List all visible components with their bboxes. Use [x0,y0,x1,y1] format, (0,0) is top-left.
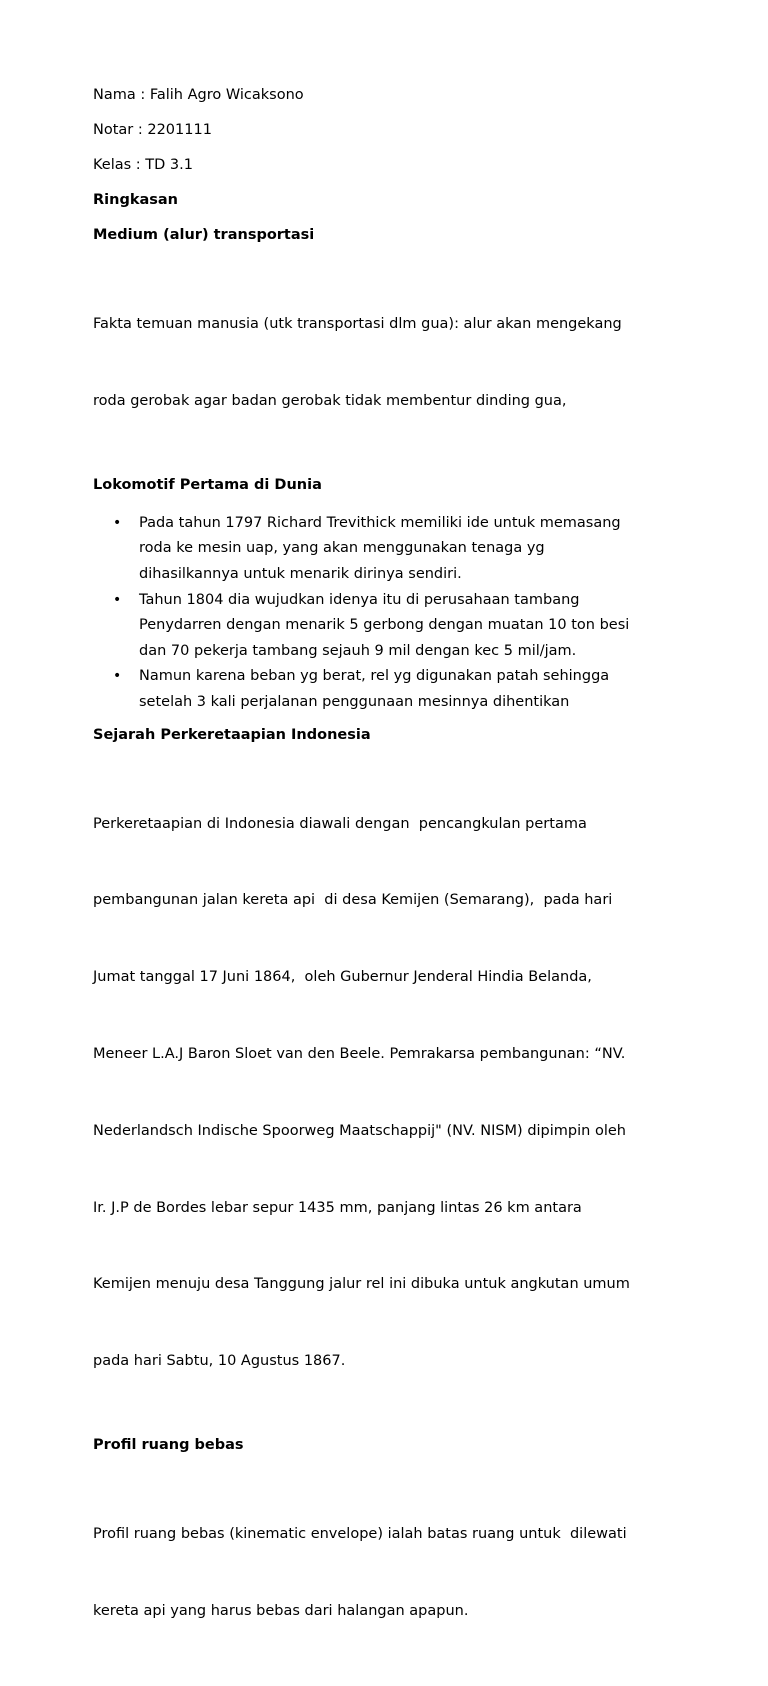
student-notar: Notar : 2201111 [93,122,212,138]
bullet-line: Tahun 1804 dia wujudkan idenya itu di perusahaan tambang [139,591,580,608]
paragraph-line: Perkeretaapian di Indonesia diawali dengan pencangkulan pertama [93,815,587,832]
bullet-line: dihasilkannya untuk menarik dirinya sendiri. [139,565,462,582]
paragraph-line: Ir. J.P de Bordes lebar sepur 1435 mm, panjang lintas 26 km antara [93,1199,582,1216]
bullet-line: Pada tahun 1797 Richard Trevithick memiliki ide untuk memasang [139,514,621,531]
sejarah-heading: Sejarah Perkeretaapian Indonesia [93,726,371,743]
paragraph-line: Kemijen menuju desa Tanggung jalur rel ini dibuka untuk angkutan umum [93,1276,630,1293]
bullet-line: roda ke mesin uap, yang akan menggunakan tenaga yg [139,540,545,557]
ringkasan-title: Ringkasan [93,192,179,208]
document-page [93,86,683,1686]
bullet-line: Namun karena beban yg berat, rel yg digunakan patah sehingga [139,668,610,685]
paragraph-line: kereta api yang harus bebas dari halangan apapun. [93,1602,469,1619]
profil-heading: Profil ruang bebas [93,1436,244,1453]
paragraph-line: Profil ruang bebas (kinematic envelope) ialah batas ruang untuk dilewati [93,1526,627,1543]
student-name: Nama : Falih Agro Wicaksono [93,87,304,103]
paragraph-line: Jumat tanggal 17 Juni 1864, oleh Gubernur Jenderal Hindia Belanda, [93,969,592,986]
bullet-icon: • [113,668,122,685]
lokomotif-heading: Lokomotif Pertama di Dunia [93,476,322,493]
sejarah-paragraph [93,761,683,1426]
bullet-item [93,664,683,715]
bullet-line: setelah 3 kali perjalanan penggunaan mesinnya dihentikan [139,693,570,710]
bullet-line: Penydarren dengan menarik 5 gerbong dengan muatan 10 ton besi [139,617,630,634]
bullet-item [93,588,683,665]
profil-paragraph [93,1471,683,1676]
paragraph-line: Nederlandsch Indische Spoorweg Maatschappij" (NV. NISM) dipimpin oleh [93,1122,626,1139]
bullet-icon: • [113,591,122,608]
student-class: Kelas : TD 3.1 [93,157,193,173]
paragraph-line: roda gerobak agar badan gerobak tidak membentur dinding gua, [93,392,567,409]
medium-heading: Medium (alur) transportasi [93,227,315,243]
bullet-line: dan 70 pekerja tambang sejauh 9 mil dengan kec 5 mil/jam. [139,642,577,659]
paragraph-line: Meneer L.A.J Baron Sloet van den Beele. Pemrakarsa pembangunan: “NV. [93,1046,626,1063]
paragraph-line: Fakta temuan manusia (utk transportasi dlm gua): alur akan mengekang [93,316,622,333]
paragraph-line: pembangunan jalan kereta api di desa Kemijen (Semarang), pada hari [93,892,613,909]
medium-paragraph [93,261,683,466]
bullet-icon: • [113,514,122,531]
lokomotif-bullet-list [93,511,683,716]
paragraph-line: pada hari Sabtu, 10 Agustus 1867. [93,1353,346,1370]
bullet-item [93,511,683,588]
